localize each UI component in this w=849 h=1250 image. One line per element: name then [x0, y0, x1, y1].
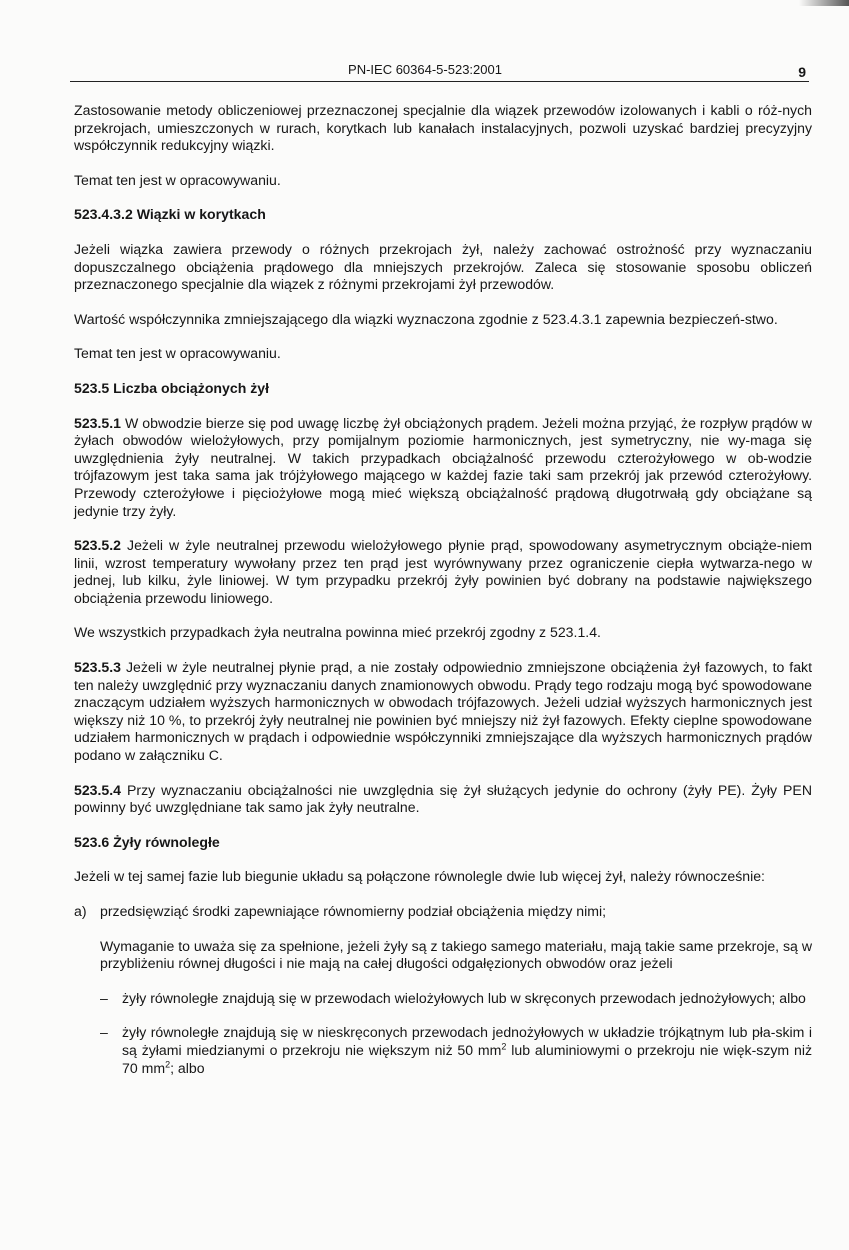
list-item-a	[74, 903, 812, 921]
heading-523-4-3-2: 523.4.3.2 Wiązki w korytkach	[74, 206, 266, 223]
paragraph-in-progress-2: Temat ten jest w opracowywaniu.	[74, 345, 281, 362]
clause-number: 523.5.3	[74, 659, 122, 676]
clause-523-5-4	[74, 782, 812, 817]
clause-number: 523.5.2	[74, 537, 122, 554]
dash-bullet: –	[100, 1024, 108, 1041]
superscript: 2	[165, 1058, 171, 1069]
clause-text: Jeżeli w żyle neutralnej przewodu wielożyłowego płynie prąd, spowodowany asymetrycznym obciąże-niem linii, wzrost temperatury wywołany przez ten prąd jest wyrównywany przez ograniczenie ciepła wytwarza-nego w jednej, lub kilku, żyle liniowej. W tym przypadku przekrój żyły powinien być dobrany na podstawie największego obciążenia przewodu liniowego.	[74, 537, 812, 606]
clause-text: W obwodzie bierze się pod uwagę liczbę żył obciążonych prądem. Jeżeli można przyjąć, że rozpływ prądów w żyłach obwodów wielożyłowych, przy pomijalnym poziomie harmonicznych, jest symetryczny, nie wy-maga się uwzględnienia żyły neutralnej. W takich przypadkach obciążalność przewodu czterożyłowego w ob-wodzie trójfazowym jest taka sama jak trójżyłowego mającego w każdej fazie taki sam przekrój jak przewód czterożyłowy. Przewody czterożyłowe i pięciożyłowe mogą mieć większą obciążalność prądową długotrwałą gdy obciążane są jedynie trzy żyły.	[74, 414, 812, 519]
clause-number: 523.5.4	[74, 781, 122, 798]
header-divider	[70, 81, 809, 82]
text-part: żyły równoległe znajdują się w nieskręconych przewodach jednożyłowych w układzie trójkątnym lub pła-skim i są żyłami miedzianymi o przekroju nie większym niż 50 mm	[122, 1024, 812, 1058]
scan-artifact	[799, 0, 849, 6]
paragraph-calculation-method: Zastosowanie metody obliczeniowej przeznaczonej specjalnie dla wiązek przewodów izolowanych i kabli o róż-nych przekrojach, umieszczonych w rurach, korytkach lub kanałach instalacyjnych, pozwoli uzyskać bardziej precyzyjny współczynnik redukcyjny wiązki.	[74, 102, 812, 154]
dash-item-text: żyły równoległe znajdują się w przewodach wielożyłowych lub w skręconych przewodach jednożyłowych; albo	[122, 989, 806, 1006]
paragraph-requirement: Wymaganie to uważa się za spełnione, jeżeli żyły są z takiego samego materiału, mają takie same przekroje, są w przybliżeniu równej długości i nie mają na całej długości odgałęzionych obwodów oraz jeżeli	[100, 937, 812, 972]
page-number: 9	[798, 64, 806, 80]
clause-text: Przy wyznaczaniu obciążalności nie uwzględnia się żył służących jedynie do ochrony (żyły PE). Żyły PEN powinny być uwzględniane tak samo jak żyły neutralne.	[74, 781, 812, 816]
clause-523-5-3	[74, 659, 812, 765]
superscript: 2	[501, 1041, 507, 1052]
clause-523-5-1	[74, 415, 812, 521]
paragraph-neutral-cross-section: We wszystkich przypadkach żyła neutralna powinna mieć przekrój zgodny z 523.1.4.	[74, 624, 601, 641]
clause-523-5-2	[74, 537, 812, 607]
document-body	[74, 102, 812, 1077]
clause-text: Jeżeli w żyle neutralnej płynie prąd, a nie zostały odpowiednio zmniejszone obciążenia żył fazowych, to fakt ten należy uwzględnić przy wyznaczaniu danych znamionowych obwodu. Prądy tego rodzaju mogą być spowodowane znaczącym udziałem wyższych harmonicznych w obwodach trójfazowych. Jeżeli udział wyższych harmonicznych jest większy niż 10 %, to przekrój żyły neutralnej nie powinien być mniejszy niż żył fazowych. Efekty cieplne spowodowane udziałem harmonicznych w prądach i odpowiednie współczynniki zmniejszające dla wyższych harmonicznych prądów podano w załączniku C.	[74, 659, 812, 764]
dash-item-text	[122, 1024, 812, 1077]
clause-number: 523.5.1	[74, 414, 122, 431]
heading-523-5: 523.5 Liczba obciążonych żył	[74, 379, 270, 396]
dash-list-item	[100, 1024, 812, 1077]
paragraph-bundle-caution: Jeżeli wiązka zawiera przewody o różnych przekrojach żył, należy zachować ostrożność przy wyznaczaniu dopuszczalnego obciążenia prądowego dla mniejszych przekrojów. Zaleca się stosowanie sposobu obliczeń przeznaczonego specjalnie dla wiązek z różnymi przekrojami żył przewodów.	[74, 240, 812, 293]
heading-523-6: 523.6 Żyły równoległe	[74, 833, 220, 850]
dash-list-item	[100, 990, 812, 1008]
paragraph-reduction-factor: Wartość współczynnika zmniejszającego dla wiązki wyznaczona zgodnie z 523.4.3.1 zapewnia bezpieczeń-stwo.	[74, 310, 778, 327]
list-label: a)	[74, 903, 87, 919]
header-standard-number: PN-IEC 60364-5-523:2001	[348, 62, 502, 77]
list-item-text: przedsięwziąć środki zapewniające równomierny podział obciążenia między nimi;	[100, 903, 607, 919]
paragraph-in-progress-1: Temat ten jest w opracowywaniu.	[74, 171, 281, 188]
text-part: lub aluminiowymi o przekroju nie więk-szym niż 70 mm	[122, 1041, 812, 1076]
dash-bullet: –	[100, 989, 108, 1006]
paragraph-parallel-intro: Jeżeli w tej samej fazie lub biegunie układu są połączone równolegle dwie lub więcej żył, należy równocześnie:	[74, 868, 765, 885]
text-part: ; albo	[170, 1059, 205, 1076]
